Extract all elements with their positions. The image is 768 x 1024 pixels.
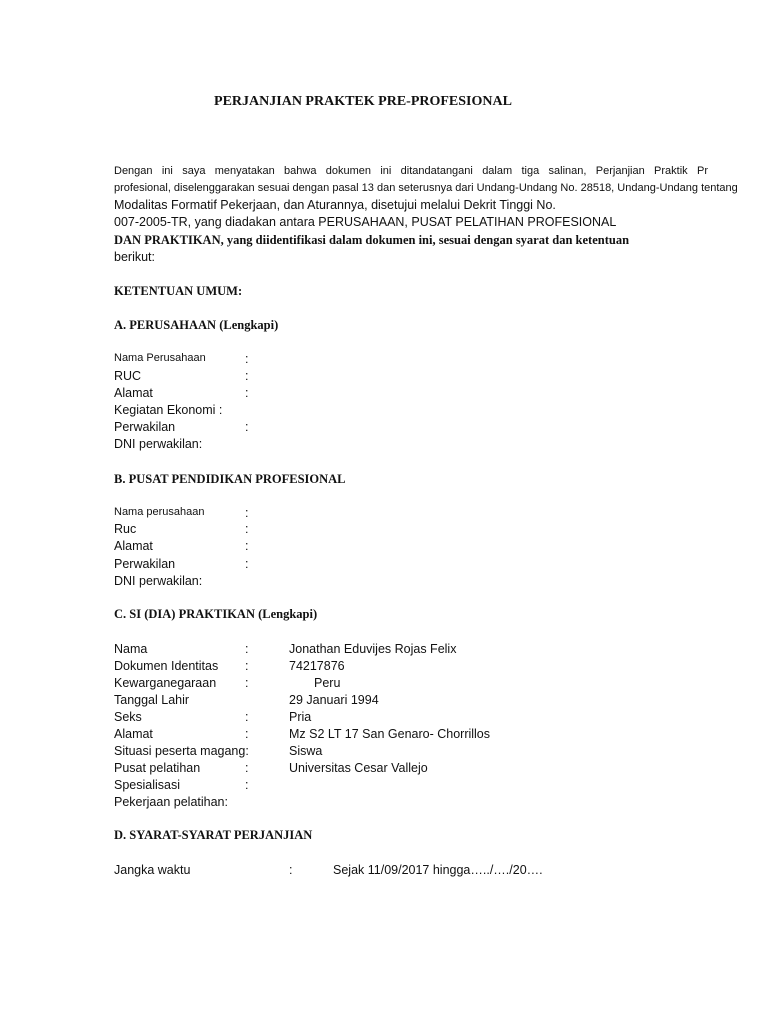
- intro-line-4: 007-2005-TR, yang diadakan antara PERUSAHAAN, PUSAT PELATIHAN PROFESIONAL: [114, 215, 617, 229]
- field-label: Alamat: [114, 727, 153, 741]
- field-colon: :: [245, 539, 249, 553]
- section-b-heading: B. PUSAT PENDIDIKAN PROFESIONAL: [114, 472, 346, 486]
- intro-line-3: Modalitas Formatif Pekerjaan, dan Aturannya, disetujui melalui Dekrit Tinggi No.: [114, 198, 556, 212]
- field-label: Nama Perusahaan: [114, 352, 206, 364]
- field-label: RUC: [114, 369, 142, 383]
- field-colon: :: [245, 727, 249, 741]
- field-label: Tanggal Lahir: [114, 693, 190, 707]
- field-colon: :: [245, 676, 249, 690]
- field-value: Universitas Cesar Vallejo: [289, 761, 428, 775]
- intro-line-2: profesional, diselenggarakan sesuai dengan pasal 13 dan seterusnya dari Undang-Undang No. 28518, Undang-Undang tentang: [114, 182, 738, 194]
- field-label: Pusat pelatihan: [114, 761, 201, 775]
- field-label: DNI perwakilan:: [114, 574, 203, 588]
- field-label: Kewarganegaraan: [114, 676, 217, 690]
- section-c-heading: C. SI (DIA) PRAKTIKAN (Lengkapi): [114, 607, 318, 621]
- field-colon: :: [245, 642, 249, 656]
- field-label: Nama perusahaan: [114, 506, 205, 518]
- field-label: Spesialisasi: [114, 778, 181, 792]
- field-label: Kegiatan Ekonomi :: [114, 403, 223, 417]
- field-value: Peru: [314, 676, 341, 690]
- field-colon: :: [245, 710, 249, 724]
- field-colon: :: [289, 863, 293, 877]
- field-colon: :: [245, 557, 249, 571]
- field-label: Perwakilan: [114, 557, 176, 571]
- field-value: Pria: [289, 710, 312, 724]
- field-value: Sejak 11/09/2017 hingga…../…./20….: [333, 863, 543, 877]
- intro-line-6: berikut:: [114, 250, 155, 264]
- field-value: 29 Januari 1994: [289, 693, 379, 707]
- field-label: DNI perwakilan:: [114, 437, 203, 451]
- document-title: PERJANJIAN PRAKTEK PRE-PROFESIONAL: [214, 94, 512, 109]
- field-label: Perwakilan: [114, 420, 176, 434]
- field-label: Nama: [114, 642, 148, 656]
- field-colon: :: [245, 420, 249, 434]
- field-label: Alamat: [114, 386, 153, 400]
- intro-line-5: DAN PRAKTIKAN, yang diidentifikasi dalam dokumen ini, sesuai dengan syarat dan ketentuan: [114, 233, 630, 247]
- field-label: Alamat: [114, 539, 153, 553]
- field-label: Situasi peserta magang:: [114, 744, 249, 758]
- field-colon: :: [245, 778, 249, 792]
- field-colon: :: [245, 369, 249, 383]
- section-d-heading: D. SYARAT-SYARAT PERJANJIAN: [114, 828, 313, 842]
- field-label: Seks: [114, 710, 142, 724]
- field-colon: :: [245, 386, 249, 400]
- general-heading: KETENTUAN UMUM:: [114, 284, 243, 298]
- section-a-heading: A. PERUSAHAAN (Lengkapi): [114, 318, 279, 332]
- field-label: Jangka waktu: [114, 863, 191, 877]
- field-label: Pekerjaan pelatihan:: [114, 795, 228, 809]
- field-colon: :: [245, 522, 249, 536]
- field-label: Dokumen Identitas: [114, 659, 219, 673]
- field-value: Siswa: [289, 744, 323, 758]
- field-colon: :: [245, 761, 249, 775]
- field-label: Ruc: [114, 522, 137, 536]
- field-value: 74217876: [289, 659, 345, 673]
- field-value: Mz S2 LT 17 San Genaro- Chorrillos: [289, 727, 491, 741]
- field-colon: :: [245, 352, 249, 366]
- field-colon: :: [245, 659, 249, 673]
- field-value: Jonathan Eduvijes Rojas Felix: [289, 642, 457, 656]
- intro-line-1: Dengan ini saya menyatakan bahwa dokumen ini ditandatangani dalam tiga salinan, Perjanjian Praktik Pr: [114, 165, 708, 177]
- field-colon: :: [245, 506, 249, 520]
